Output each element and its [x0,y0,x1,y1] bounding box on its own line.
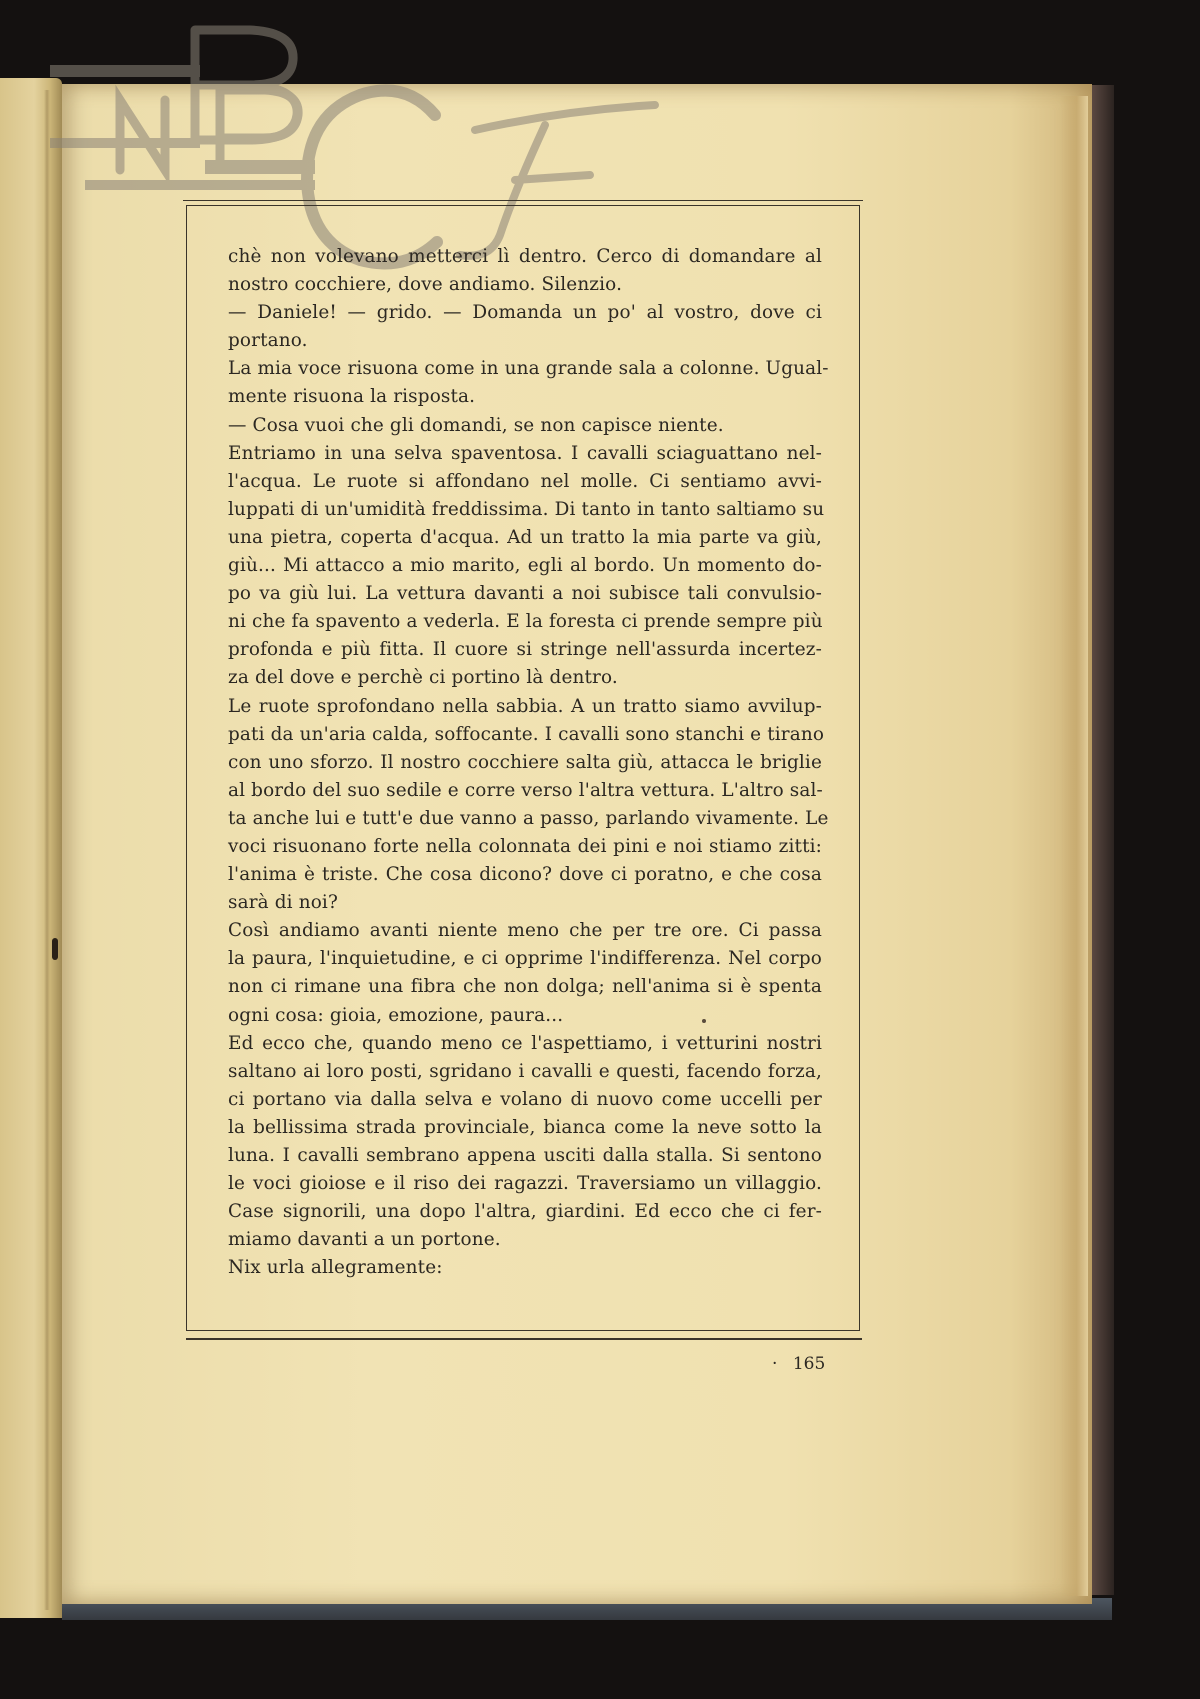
text-line: ni che fa spavento a vederla. E la foresta ci prende sempre più [228,611,823,633]
text-line: profonda e più fitta. Il cuore si stringe nell'assurda incertez- [228,639,822,661]
text-line: giù... Mi attacco a mio marito, egli al bordo. Un momento do- [228,555,822,577]
text-line: Case signorili, una dopo l'altra, giardini. Ed ecco che ci fer- [228,1201,822,1223]
text-line: luna. I cavalli sembrano appena usciti dalla stalla. Si sentono [228,1145,822,1166]
text-line: ci portano via dalla selva e volano di nuovo come uccelli per [228,1088,822,1110]
text-line: — Daniele! — grido. — Domanda un po' al vostro, dove ci [228,302,822,324]
text-line: Le ruote sprofondano nella sabbia. A un tratto siamo avvilup- [228,695,822,717]
text-line: ta anche lui e tutt'e due vanno a passo, parlando vivamente. Le [228,807,829,829]
text-line: le voci gioiose e il riso dei ragazzi. Traversiamo un villaggio. [228,1173,822,1195]
text-line: La mia voce risuona come in una grande sala a colonne. Ugual- [228,358,829,380]
text-line: la bellissima strada provinciale, bianca come la neve sotto la [228,1116,822,1138]
text-line: ogni cosa: gioia, emozione, paura... [228,1004,564,1026]
text-line: — Cosa vuoi che gli domandi, se non capisce niente. [228,414,724,436]
text-line: la paura, l'inquietudine, e ci opprime l'indifferenza. Nel corpo [228,948,822,970]
page-number-prefix: · [772,1354,778,1374]
text-line: sarà di noi? [228,892,338,914]
page-number [772,1354,825,1374]
watermark-letters: BNCF [45,5,95,24]
text-line: Nix urla allegramente: [228,1257,443,1279]
frame-top-rule [183,200,863,201]
text-line: Entriamo in una selva spaventosa. I cavalli sciaguattano nel- [228,442,822,464]
text-line: al bordo del suo sedile e corre verso l'altra vettura. L'altro sal- [228,779,823,801]
frame-bottom-rule [186,1338,862,1340]
text-line: nostro cocchiere, dove andiamo. Silenzio. [228,274,623,296]
text-line: voci risuonano forte nella colonnata dei pini e noi stiamo zitti: [228,835,822,857]
text-line: chè non volevano metterci lì dentro. Cerco di domandare al [228,246,822,267]
text-line: mente risuona la risposta. [228,386,476,408]
text-line: non ci rimane una fibra che non dolga; nell'anima si è spenta [228,976,822,998]
text-line: pati da un'aria calda, soffocante. I cavalli sono stanchi e tirano [228,723,825,745]
left-page-edge [0,78,62,1618]
page-text [228,243,829,1282]
text-line: Così andiamo avanti niente meno che per tre ore. Ci passa [228,920,822,942]
page-fore-edge [1060,96,1088,1596]
binding-thread [52,938,58,960]
text-line: portano. [228,330,308,352]
text-line: po va giù lui. La vettura davanti a noi subisce tali convulsio- [228,583,822,605]
text-line: za del dove e perchè ci portino là dentro. [228,667,618,689]
text-line: l'anima è triste. Che cosa dicono? dove ci poratno, e che cosa [228,864,822,886]
text-line: una pietra, coperta d'acqua. Ad un tratto la mia parte va giù, [228,526,822,548]
text-line: saltano ai loro posti, sgridano i cavalli e questi, facendo forza, [228,1060,822,1082]
text-line: con uno sforzo. Il nostro cocchiere salta giù, attacca le briglie [228,751,822,773]
page-number-value: 165 [792,1354,826,1374]
text-line: l'acqua. Le ruote si affondano nel molle. Ci sentiamo avvi- [228,470,822,492]
ink-speck [702,1019,706,1023]
left-page-fold [44,90,50,1610]
text-line: miamo davanti a un portone. [228,1229,501,1251]
text-line: luppati di un'umidità freddissima. Di tanto in tanto saltiamo su [228,498,825,520]
text-line: Ed ecco che, quando meno ce l'aspettiamo, i vetturini nostri [228,1032,822,1054]
